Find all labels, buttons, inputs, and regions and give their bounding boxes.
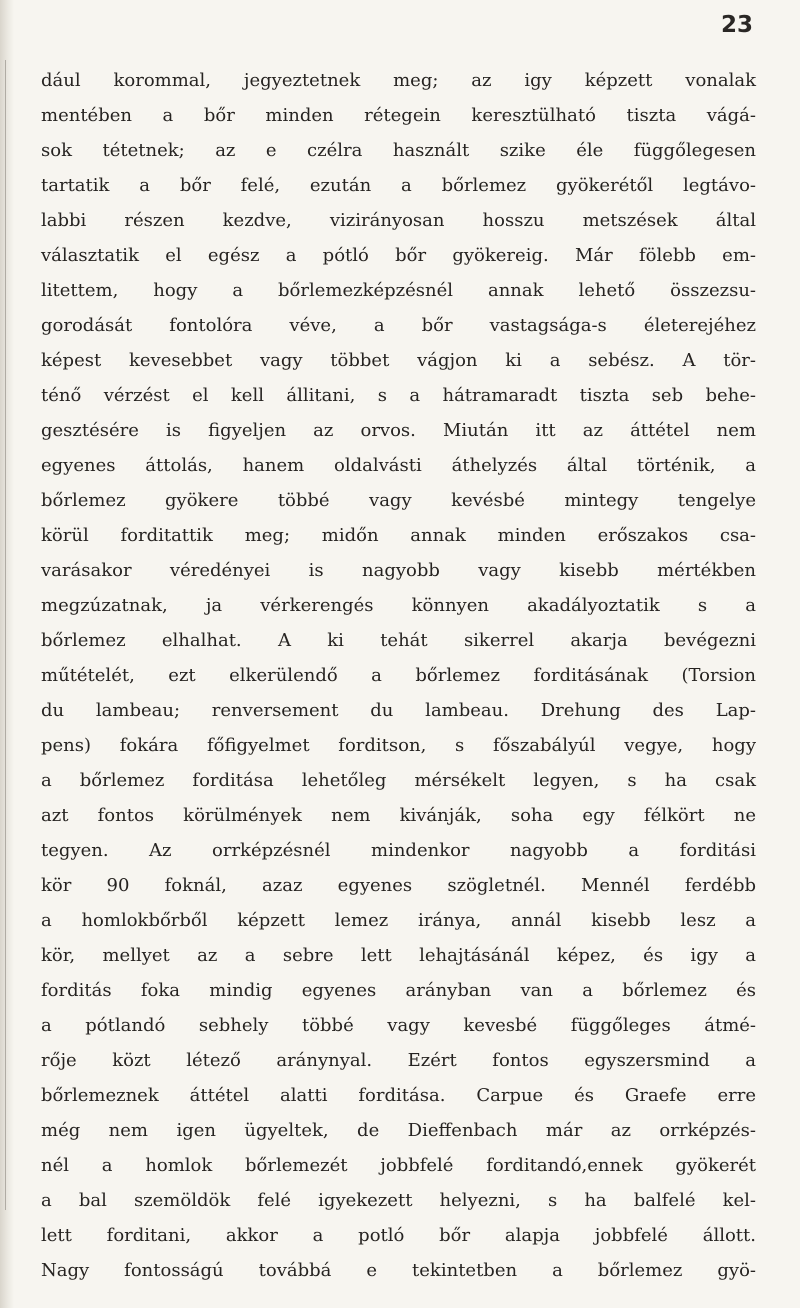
text-line: mentében a bőr minden rétegein keresztülható tiszta vágá- [41, 105, 756, 126]
text-line: gesztésére is figyeljen az orvos. Miután itt az áttétel nem [41, 420, 756, 441]
text-line: körül forditattik meg; midőn annak minden erőszakos csa- [41, 525, 756, 546]
text-line: labbi részen kezdve, vizirányosan hosszu metszések által [41, 210, 756, 231]
text-line: ténő vérzést el kell állitani, s a hátramaradt tiszta seb behe- [41, 385, 756, 406]
text-line: Nagy fontosságú továbbá e tekintetben a bőrlemez gyö- [41, 1260, 756, 1281]
text-line: a homlokbőrből képzett lemez iránya, annál kisebb lesz a [41, 910, 756, 931]
text-line: képest kevesebbet vagy többet vágjon ki a sebész. A tör- [41, 350, 756, 371]
text-line: tartatik a bőr felé, ezután a bőrlemez gyökerétől legtávo- [41, 175, 756, 196]
text-line: kör, mellyet az a sebre lett lehajtásánál képez, és igy a [41, 945, 756, 966]
text-line: du lambeau; renversement du lambeau. Drehung des Lap- [41, 700, 756, 721]
text-line: a bőrlemez forditása lehetőleg mérsékelt legyen, s ha csak [41, 770, 756, 791]
text-line: a bal szemöldök felé igyekezett helyezni, s ha balfelé kel- [41, 1190, 756, 1211]
page-binding-edge [0, 0, 14, 1308]
text-line: azt fontos körülmények nem kivánják, soha egy félkört ne [41, 805, 756, 826]
text-line: egyenes áttolás, hanem oldalvásti áthelyzés által történik, a [41, 455, 756, 476]
text-line: rője közt létező aránynyal. Ezért fontos egyszersmind a [41, 1050, 756, 1071]
binding-shadow-line [5, 60, 6, 1210]
text-line: megzúzatnak, ja vérkerengés könnyen akadályoztatik s a [41, 595, 756, 616]
text-line: lett forditani, akkor a potló bőr alapja jobbfelé állott. [41, 1225, 756, 1246]
text-line: bőrlemeznek áttétel alatti forditása. Carpue és Graefe erre [41, 1085, 756, 1106]
text-line: varásakor véredényei is nagyobb vagy kisebb mértékben [41, 560, 756, 581]
text-line: nél a homlok bőrlemezét jobbfelé forditandó,ennek gyökerét [41, 1155, 756, 1176]
text-line: pens) fokára főfigyelmet forditson, s főszabályúl vegye, hogy [41, 735, 756, 756]
text-line: sok tétetnek; az e czélra használt szike éle függőlegesen [41, 140, 756, 161]
text-line: tegyen. Az orrképzésnél mindenkor nagyobb a forditási [41, 840, 756, 861]
text-line: bőrlemez gyökere többé vagy kevésbé mintegy tengelye [41, 490, 756, 511]
text-line: még nem igen ügyeltek, de Dieffenbach már az orrképzés- [41, 1120, 756, 1141]
text-line: kör 90 foknál, azaz egyenes szögletnél. Mennél ferdébb [41, 875, 756, 896]
text-line: forditás foka mindig egyenes arányban van a bőrlemez és [41, 980, 756, 1001]
page-number: 23 [720, 12, 753, 38]
text-line: műtételét, ezt elkerülendő a bőrlemez forditásának (Torsion [41, 665, 756, 686]
text-line: dául korommal, jegyeztetnek meg; az igy képzett vonalak [41, 70, 756, 91]
text-line: litettem, hogy a bőrlemezképzésnél annak lehető összezsu- [41, 280, 756, 301]
body-text [41, 63, 756, 1288]
text-line: választatik el egész a pótló bőr gyökereig. Már fölebb em- [41, 245, 756, 266]
text-line: gorodását fontolóra véve, a bőr vastagsága-s életerejéhez [41, 315, 756, 336]
text-line: bőrlemez elhalhat. A ki tehát sikerrel akarja bevégezni [41, 630, 756, 651]
text-line: a pótlandó sebhely többé vagy kevesbé függőleges átmé- [41, 1015, 756, 1036]
